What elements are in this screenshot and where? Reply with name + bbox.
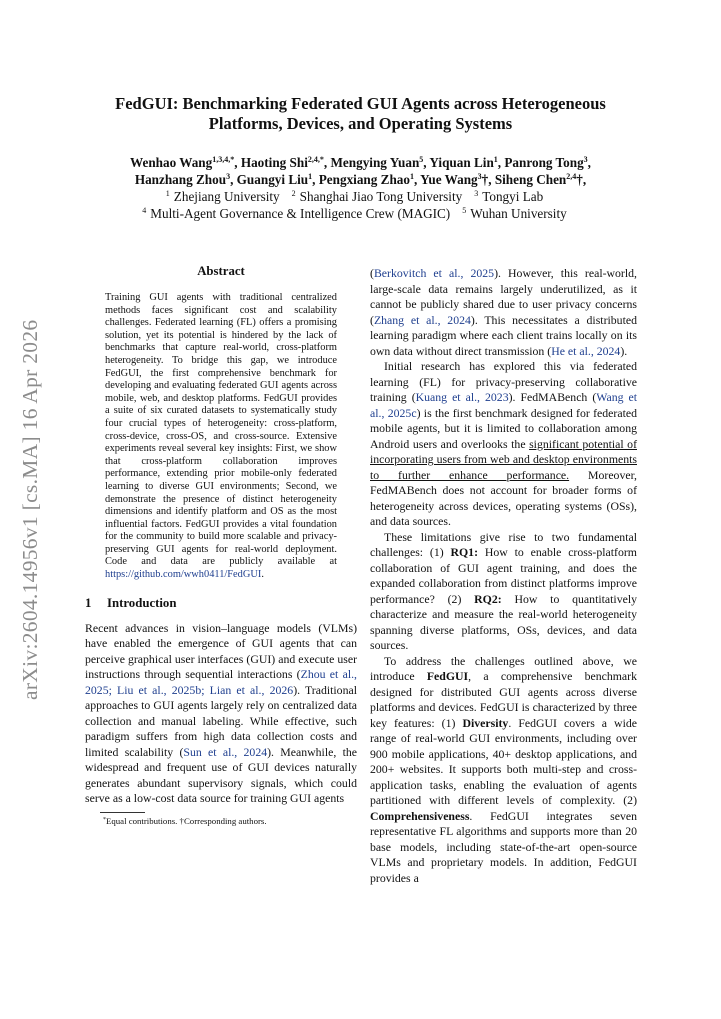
abstract-body: Training GUI agents with traditional centralized methods faces significant cost and scalability challenges. Federated learning (FL) offers a promising solution, yet its potential is hindered by the lack of benchmarks that capture real-world, cross-platform heterogeneity. To bridge this gap, we introduce FedGUI, the first comprehensive benchmark for developing and evaluating federated GUI agents across mobile, web, and desktop platforms. FedGUI provides a suite of six curated datasets to systematically study four crucial types of heterogeneity: cross-platform, cross-device, cross-OS, and cross-source. Extensive experiments reveal several key insights: First, we show that cross-platform collaboration improves performance, extending prior mobile-only federated learning to diverse GUI environments; Second, we demonstrate the presence of distinct heterogeneity dimensions and identify platform and OS as the most influential factors. FedGUI provides a vital foundation for the community to build more scalable and privacy-preserving GUI agents for real-world deployment. Code and data are publicly available at [105,292,337,568]
right-paragraph-1: (Berkovitch et al., 2025). However, this real-world, large-scale data remains largely underutilized, as it cannot be publicly shared due to user privacy concerns (Zhang et al., 2024). This necessitates a distributed learning paradigm where each client trains locally on its own data without direct transmission (He et al., 2024). [370,266,637,358]
arxiv-identifier: arXiv:2604.14956v1 [cs.MA] 16 Apr 2026 [18,319,42,700]
affiliation-mark: 2 [291,189,296,198]
intro-paragraph-1 [85,621,357,807]
text-span: . FedGUI covers a wide range of real-world GUI environments, including over 900 mobile applications, 40+ desktop applications, and 200+ websites. It supports both multi-step and cross-application tasks, enabling the evaluation of agents partitioned with different levels of complexity. (2) [370,715,637,807]
author-line-2 [90,172,631,189]
affiliation-mark: 1 [165,189,170,198]
footnote-rule [100,812,145,813]
right-paragraph-3 [370,530,637,654]
code-link[interactable]: https://github.com/wwh0411/FedGUI [105,569,262,581]
text-span: Recent advances in vision–language models (VLMs) have enabled the emergence of GUI agents that can perceive graphical user interfaces (GUI) and execute user instructions through sequential interactions ( [85,620,357,682]
author-separator: , [323,155,331,170]
citation-link[interactable]: Wang et al., 2025c [370,390,638,420]
right-paragraph-2 [370,359,637,530]
affiliation-mark: 3 [474,189,479,198]
section-number: 1 [85,595,92,610]
text-span: These limitations give rise to two fundamental challenges: (1) [370,529,637,559]
text-span: Initial research has explored this via federated learning (FL) for privacy-preserving collaborative training ( [370,359,637,404]
author-separator: , [234,155,241,170]
author-affiliation-mark: 3 [226,171,231,181]
text-span: How to quantitatively characterize and measure the real-world heterogeneity spanning diverse platforms, OSs, devices, and data sources. [370,591,637,652]
author-separator: , [312,171,319,187]
author-separator: , [423,155,430,170]
author-affiliation-mark: 3 [477,171,482,181]
text-span: ) is the first benchmark designed for federated mobile agents, but it is limited to collaboration among Android users and overlooks the [370,405,637,451]
author-name: Yue Wang [420,171,478,187]
author-name: Mengying Yuan [330,155,420,170]
author-affiliation-mark: 2,4 [566,171,577,181]
author-separator: , [497,155,505,170]
author-name: Panrong Tong [504,155,584,170]
rq1-label: RQ1: [450,545,478,559]
affiliation-name: Wuhan University [470,205,567,221]
author-name: Hanzhang Zhou [134,171,227,187]
text-span: ). However, this real-world, large-scale data remains largely underutilized, as it cannot be publicly shared due to user privacy concerns ( [370,266,637,327]
author-list [90,155,631,188]
text-span: ). FedMABench ( [508,390,597,404]
author-affiliation-mark: 2,4,* [307,155,324,164]
right-paragraph-4 [370,654,637,887]
text-span: ). Meanwhile, the widespread and frequent use of GUI devices naturally generates abundant supervisory signals, which could serve as a low-cost data source for training GUI agents [85,744,357,806]
citation-link[interactable]: Sun et al., 2024 [183,744,268,759]
author-separator: †, [576,171,587,187]
abstract-heading: Abstract [197,264,245,278]
text-span: ). This necessitates a distributed learning paradigm where each client trains locally on its own data without direct transmission ( [370,312,637,358]
text-span: How to enable cross-platform collaboration of GUI agent training, and does the expanded collaboration from distinct platforms improve performance? (2) [370,545,637,606]
author-separator: , [230,171,237,187]
fedgui-name: FedGUI [426,669,469,683]
right-column [370,266,637,886]
author-separator: †, [481,171,495,187]
abstract-text [105,292,337,582]
affiliation-line-2 [90,206,631,223]
author-separator: , [413,171,421,187]
affiliation-line-1 [90,189,631,206]
underlined-text: significant potential of incorporating users from web and desktop environments to further enhance performance. [370,436,637,482]
section-heading-introduction [85,596,357,611]
author-line-1 [90,155,631,172]
affiliation-name: Tongyi Lab [482,189,544,204]
footnote-text: Equal contributions. †Corresponding authors. [106,815,267,826]
author-affiliation-mark: 1 [493,155,498,164]
citation-link[interactable]: Zhou et al., 2025; Liu et al., 2025b; Lian et al., 2026 [85,667,357,697]
affiliation-name: Zhejiang University [173,189,280,204]
author-affiliation-mark: 3 [583,155,588,164]
affiliation-name: Multi-Agent Governance & Intelligence Crew (MAGIC) [150,205,451,221]
author-affiliation-mark: 1 [308,171,313,181]
affiliation-name: Shanghai Jiao Tong University [299,189,463,204]
text-span: ). [620,343,628,358]
footnote-mark: * [103,816,106,823]
text-span: . FedGUI integrates seven representative FL algorithms and supports more than 20 base models, including state-of-the-art open-source VLMs and proprietary models. In addition, FedGUI provides a [370,808,637,885]
section-title: Introduction [107,595,177,610]
citation-link[interactable]: Kuang et al., 2023 [415,390,509,404]
author-affiliation-mark: 1,3,4,* [212,155,235,164]
author-name: Pengxiang Zhao [318,171,410,187]
diversity-label: Diversity [462,715,509,730]
rq2-label: RQ2: [474,591,502,606]
author-name: Haoting Shi [240,155,308,170]
affiliations [90,189,631,222]
author-name: Guangyi Liu [236,171,309,187]
affiliation-mark: 5 [462,205,467,215]
author-affiliation-mark: 5 [419,155,424,164]
text-span: ). Traditional approaches to GUI agents largely rely on centralized data collection and manual labeling. While effective, such paradigm suffers from high data collection costs and limited scalability ( [85,682,357,759]
left-column [85,264,357,827]
author-separator: , [587,155,591,170]
citation-link[interactable]: He et al., 2024 [551,343,621,358]
affiliation-mark: 4 [142,205,147,215]
text-span: , a comprehensive benchmark designed for distributed GUI agents across diverse platforms and devices. FedGUI is characterized by three key features: (1) [370,669,637,730]
citation-link[interactable]: Zhang et al., 2024 [373,312,471,327]
author-name: Yiquan Lin [429,155,494,170]
author-affiliation-mark: 1 [409,171,414,181]
text-span: Moreover, FedMABench does not account for broader forms of heterogeneity across devices, operating systems (OSs), and data sources. [370,467,637,528]
citation-link[interactable]: Berkovitch et al., 2025 [373,266,495,280]
text-span: To address the challenges outlined above, we introduce [370,653,637,683]
abstract-end: . [261,569,264,581]
author-name: Siheng Chen [494,171,567,187]
footnote [103,816,357,827]
comprehensiveness-label: Comprehensiveness [370,808,470,823]
author-name: Wenhao Wang [130,155,213,170]
paper-title: FedGUI: Benchmarking Federated GUI Agents across Heterogeneous Platforms, Devices, and Operating Systems [115,94,606,133]
